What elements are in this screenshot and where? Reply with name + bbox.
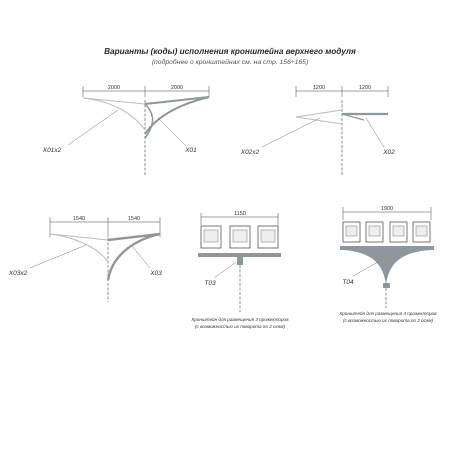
code-label-x02: X02	[383, 149, 395, 156]
code-label-x02x2: X02x2	[240, 149, 260, 156]
dim-x02-left: 1200	[312, 85, 326, 91]
projector-t04-3	[390, 222, 407, 242]
bracket-arms-t04	[343, 250, 431, 285]
leader-t03	[214, 262, 236, 278]
dimension-line-x01	[83, 86, 209, 97]
projector-t04-4	[413, 222, 430, 242]
note-t03-line2: (с возможностью их поворота по 2 осям)	[194, 324, 286, 329]
dim-x02-right: 1200	[358, 85, 372, 91]
crossbar-t04	[340, 246, 434, 250]
leader-x03	[132, 246, 150, 268]
note-t04	[318, 310, 458, 324]
dim-x03-left: 1540	[72, 216, 86, 222]
note-t04-line1: Кронштейн для размещения 4 прожекторов	[339, 311, 437, 316]
dim-x01-right: 2000	[170, 85, 184, 91]
leader-x01x2	[68, 110, 118, 145]
variant-x03	[8, 216, 162, 302]
code-label-x03: X03	[150, 270, 162, 277]
code-label-x01: X01	[185, 147, 197, 154]
variant-t04	[340, 206, 434, 308]
code-label-t04: T04	[342, 279, 354, 286]
dimension-line-x03	[50, 217, 160, 237]
variant-x01	[42, 85, 209, 175]
variant-t03	[198, 211, 281, 312]
bracket-arm-x02-left	[296, 110, 342, 124]
dim-x03-right: 1540	[127, 216, 141, 222]
leader-x02	[366, 118, 384, 147]
note-t03	[170, 316, 310, 330]
projector-t03-3	[258, 226, 278, 248]
crossbar-t03	[198, 253, 281, 257]
code-label-x01x2: X01x2	[42, 147, 62, 154]
leader-x01	[158, 118, 186, 146]
bracket-arm-x01-left	[83, 98, 145, 130]
clamp-t04	[383, 283, 390, 288]
leader-x03x2	[30, 245, 86, 268]
page-title: Варианты (коды) исполнения кронштейна верхнего модуля	[104, 47, 356, 56]
variant-x02	[240, 85, 395, 175]
projector-t03-1	[201, 226, 221, 248]
dimension-line-x02	[296, 86, 388, 97]
leader-t04	[353, 262, 378, 276]
clamp-t03	[237, 257, 243, 265]
projector-t04-2	[366, 222, 383, 242]
dim-t04: 1900	[380, 206, 394, 212]
dim-t03: 1150	[234, 211, 246, 217]
projector-t03-2	[230, 226, 250, 248]
code-label-x03x2: X03x2	[8, 270, 28, 277]
note-t04-line2: (с возможностью их поворота по 2 осям)	[342, 318, 434, 323]
page-subtitle: (подробнее о кронштейнах см. на стр. 156÷165)	[151, 59, 309, 66]
code-label-t03: T03	[204, 280, 216, 287]
note-t03-line1: Кронштейн для размещения 3 прожекторов	[191, 317, 289, 322]
dim-x01-left: 2000	[107, 85, 121, 91]
bracket-arm-x01-right	[145, 97, 209, 134]
leader-x02x2	[262, 118, 320, 147]
projector-t04-1	[343, 222, 360, 242]
